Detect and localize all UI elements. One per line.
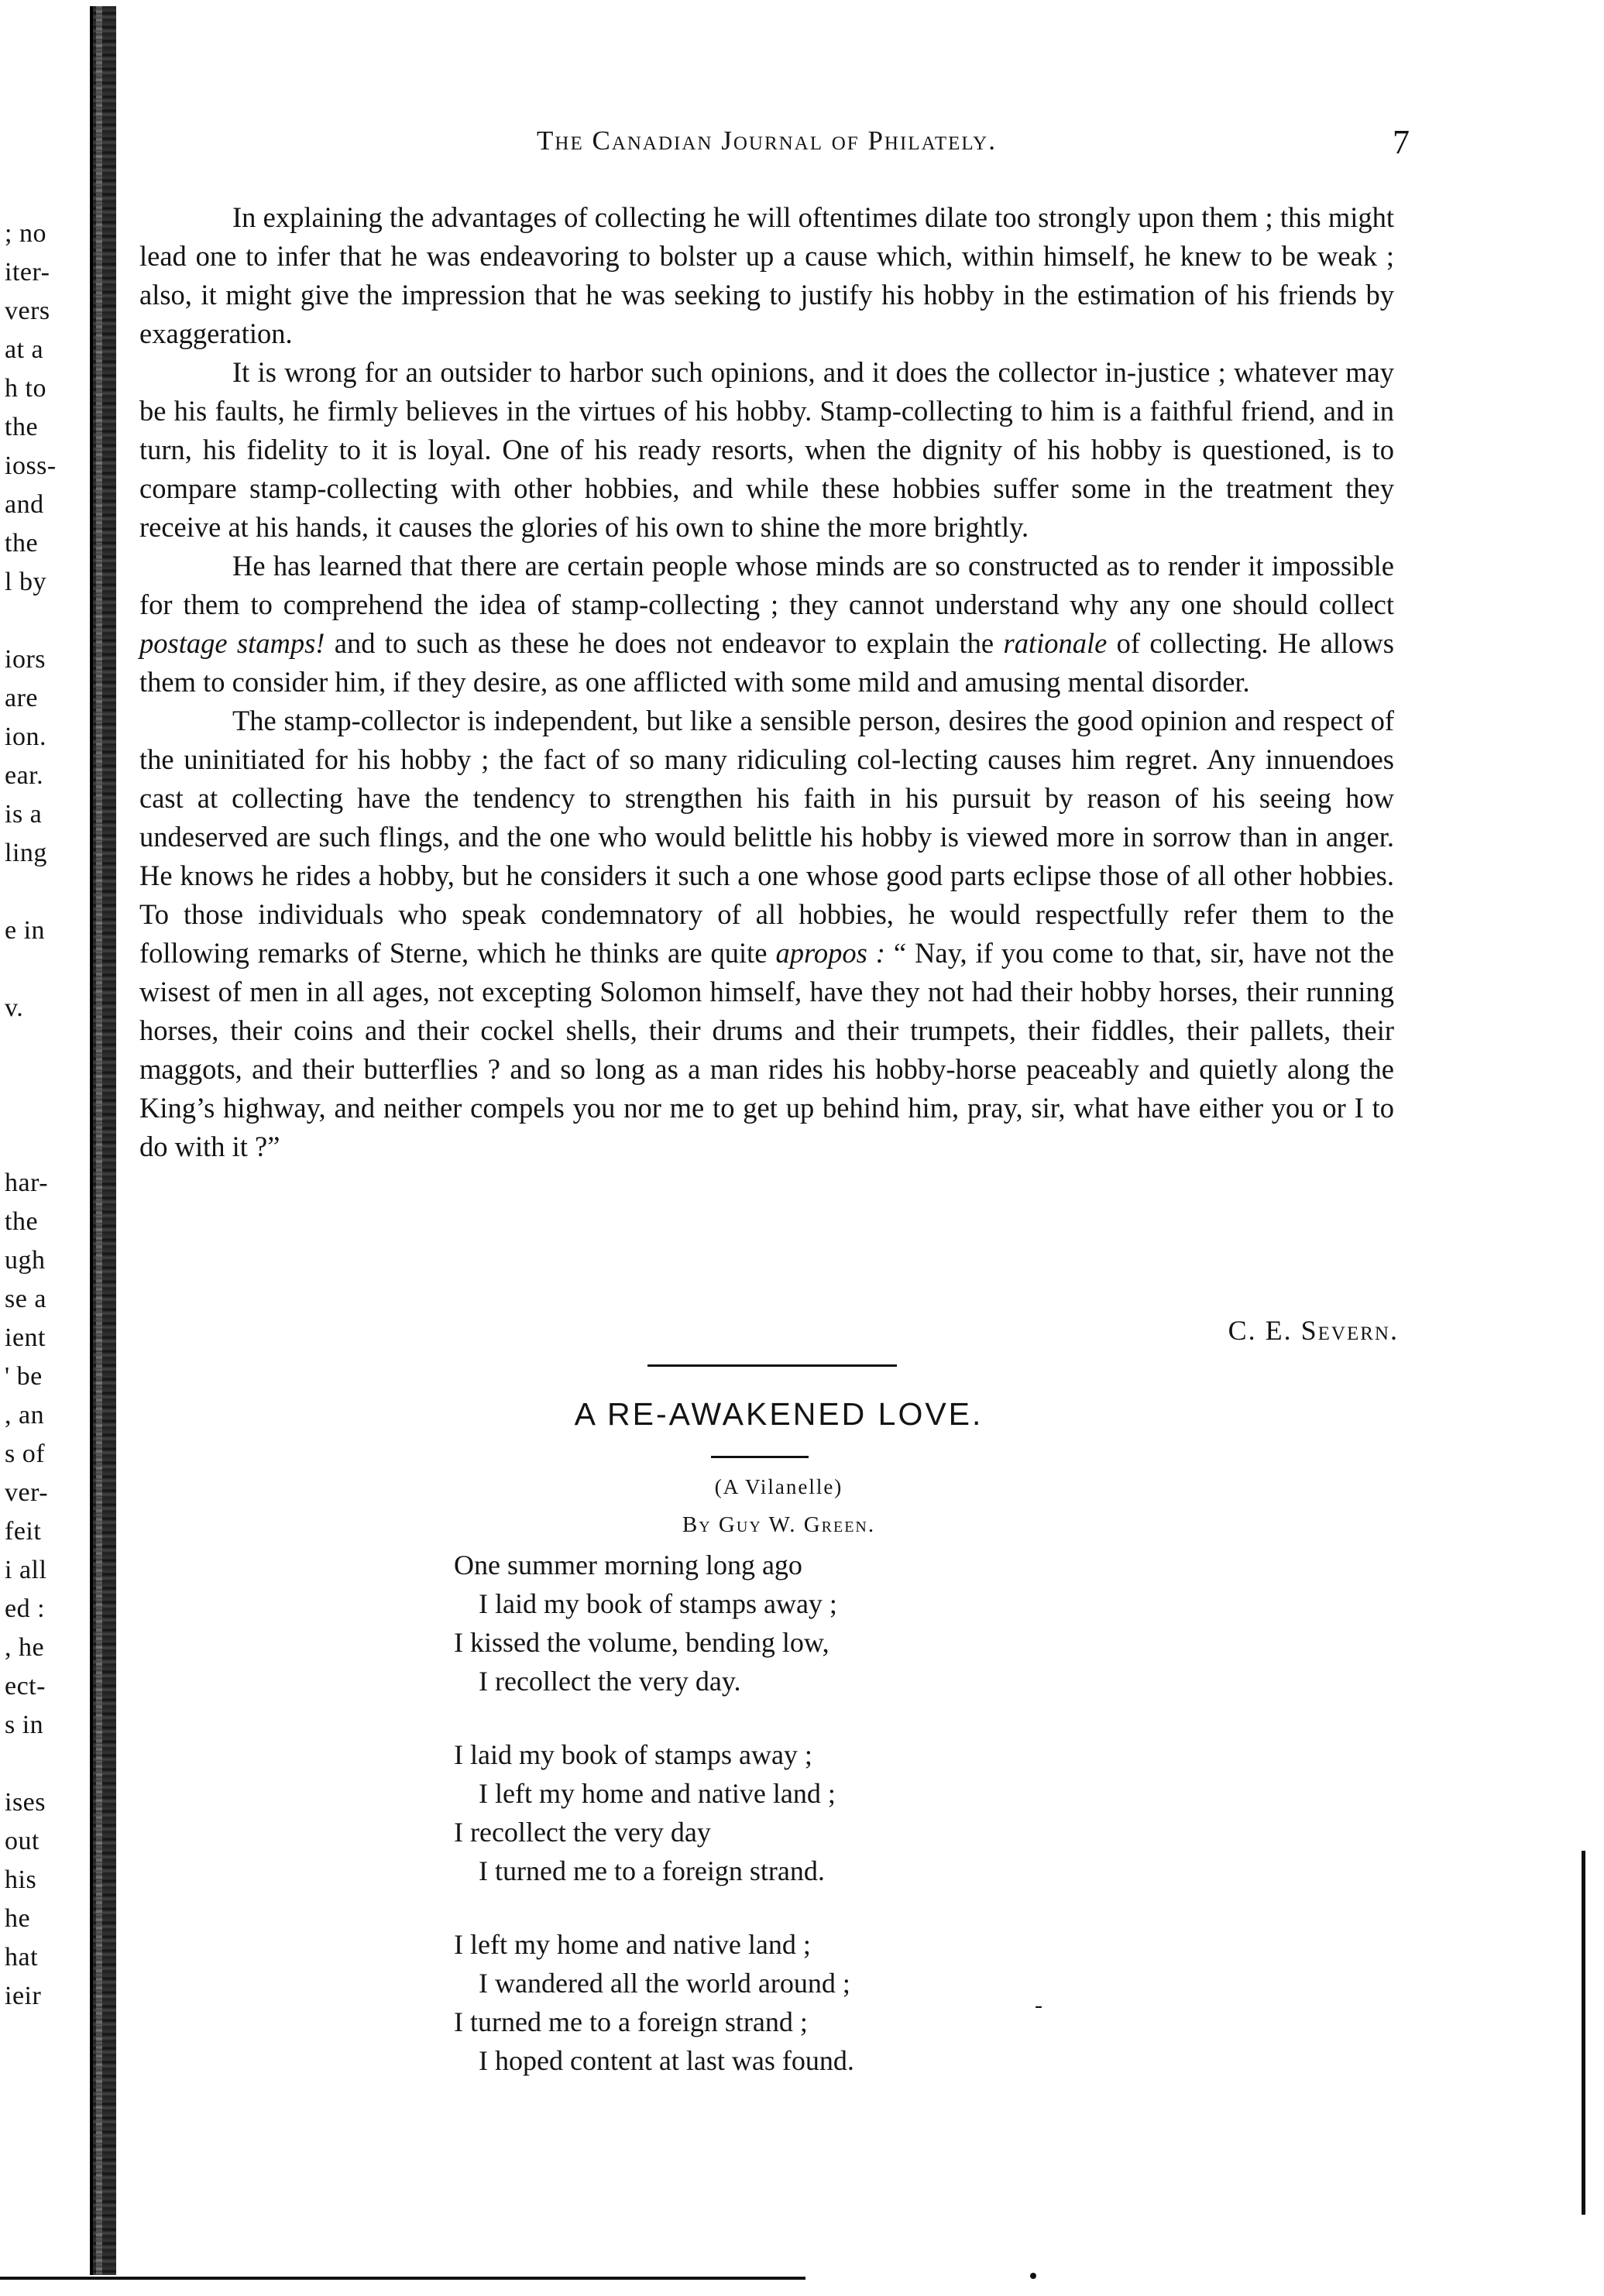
margin-fragment: the (5, 413, 39, 441)
margin-fragment: his (5, 1865, 37, 1894)
margin-fragment: ed : (5, 1594, 46, 1623)
poem-line: I recollect the very day. (479, 1666, 741, 1697)
essay-body (139, 198, 1394, 1166)
margin-fragment: h to (5, 374, 46, 403)
poem-line: I left my home and native land ; (479, 1778, 836, 1809)
ink-speck (1030, 2273, 1036, 2279)
margin-fragment: ect- (5, 1672, 46, 1701)
margin-fragment: ling (5, 839, 47, 867)
margin-fragment: vers (5, 297, 50, 325)
essay-paragraph (139, 702, 1394, 1166)
essay-text: He has learned that there are certain people whose minds are so constructed as to render it impossible for them to comprehend the idea of stamp-collecting ; they cannot understand why any one should collect (139, 550, 1394, 620)
margin-fragment: ieir (5, 1982, 42, 2010)
essay-emphasis: apropos : (775, 937, 885, 969)
margin-fragment: the (5, 529, 39, 558)
poem-body (454, 1546, 1073, 2115)
margin-fragment: ises (5, 1788, 46, 1817)
margin-fragment: ver- (5, 1478, 49, 1507)
poem-title: A RE-AWAKENED LOVE. (574, 1396, 984, 1432)
margin-fragment: e in (5, 916, 46, 945)
title-underline (711, 1456, 809, 1458)
margin-fragment: , he (5, 1633, 45, 1662)
margin-fragment: ; no (5, 219, 46, 248)
margin-fragment: i all (5, 1556, 47, 1584)
poem-line: One summer morning long ago (454, 1550, 802, 1580)
margin-fragment: s in (5, 1711, 44, 1739)
poem-line: I laid my book of stamps away ; (479, 1588, 837, 1619)
poem-line: I kissed the volume, bending low, (454, 1627, 829, 1658)
essay-emphasis: rationale (1003, 627, 1108, 659)
poem-stanza (454, 1735, 1073, 1890)
poem-line: I wandered all the world around ; (479, 1968, 850, 1999)
margin-fragment: is a (5, 800, 43, 829)
margin-fragment: ion. (5, 722, 46, 751)
poem-line: I recollect the very day (454, 1817, 711, 1848)
essay-emphasis: postage stamps! (139, 627, 325, 659)
margin-fragment: s of (5, 1440, 46, 1468)
page-bottom-edge (0, 2277, 805, 2280)
book-spine-texture (96, 6, 102, 2275)
poem-stanza (454, 1925, 1073, 2080)
poem-line: I laid my book of stamps away ; (454, 1739, 812, 1770)
facing-page-margin-fragments (0, 0, 87, 2296)
margin-fragment: ugh (5, 1246, 46, 1275)
margin-fragment: ient (5, 1323, 46, 1352)
margin-fragment: ear. (5, 761, 44, 790)
section-divider (647, 1364, 897, 1367)
poem-line: I hoped content at last was found. (479, 2045, 854, 2076)
running-title: The Canadian Journal of Philately. (537, 125, 997, 156)
margin-fragment: har- (5, 1169, 49, 1197)
margin-fragment: , an (5, 1401, 45, 1429)
margin-fragment: iter- (5, 258, 50, 287)
book-spine-shadow (90, 6, 116, 2275)
essay-paragraph: In explaining the advantages of collecting he will oftentimes dilate too strongly upon them ; this might lead one to infer that he was endeavoring to bolster up a cause which, within himself, he knew to be weak ; also, it might give the impression that he was seeking to justify his hobby in the estimation of his friends by exaggeration. (139, 201, 1394, 349)
margin-fragment: iors (5, 645, 46, 674)
essay-text: The stamp-collector is independent, but like a sensible person, desires the good opinion and respect of the uninitiated for his hobby ; the fact of so many ridiculing col-lecting causes him regret. Any innuendoes cast at collecting have the tendency to strengthen his faith in his pursuit by reason of his seeing how undeserved are such flings, and the one who would belittle his hobby is viewed more in sorrow than in anger. He knows he rides a hobby, but he considers it such a one whose good parts eclipse those of all other hobbies. To those individuals who speak condemnatory of all hobbies, he would respectfully refer them to the following remarks of Sterne, which he thinks are quite (139, 705, 1394, 969)
margin-fragment: he (5, 1904, 31, 1933)
printer-mark: - (1035, 1992, 1042, 2018)
margin-fragment: ' be (5, 1362, 43, 1391)
page-edge-mark (1582, 1851, 1585, 2215)
margin-fragment: are (5, 684, 39, 712)
poem-byline: By Guy W. Green. (682, 1512, 876, 1537)
poem-stanza (454, 1546, 1073, 1701)
essay-paragraph: It is wrong for an outsider to harbor such opinions, and it does the collector in-justice ; whatever may be his faults, he firmly believes in the virtues of his hobby. Stamp-collecting to him is a faithful friend, and in turn, his fidelity to it is loyal. One of his ready resorts, when the dignity of his hobby is questioned, is to compare stamp-collecting with other hobbies, and while these hobbies suffer some in the treatment they receive at his hands, it causes the glories of his own to shine the more brightly. (139, 356, 1394, 543)
essay-quote: “ Nay, if you come to that, sir, have not the wisest of men in all ages, not excepting Solomon himself, have they not had their hobby horses, their running horses, their coins and their cockel shells, their drums and their trumpets, their fiddles, their pallets, their maggots, and their butterflies ? and so long as a man rides his hobby-horse peaceably and quietly along the King’s highway, and neither compels you nor me to get up behind him, pray, sir, what have either you or I to do with it ?” (139, 937, 1395, 1162)
poem-line: I turned me to a foreign strand ; (454, 2006, 808, 2037)
margin-fragment: se a (5, 1285, 46, 1313)
margin-fragment: at a (5, 335, 44, 364)
margin-fragment: and (5, 490, 44, 519)
page-header (139, 123, 1410, 172)
essay-text: and to such as these he does not endeavor to explain the (334, 627, 994, 659)
page-number: 7 (1393, 123, 1410, 161)
poem-line: I left my home and native land ; (454, 1929, 811, 1960)
margin-fragment: v. (5, 994, 24, 1022)
essay-text: of collecting. He allows them to consider him, if they desire, as one afflicted with some mild and amusing mental disorder. (139, 627, 1394, 698)
margin-fragment: feit (5, 1517, 42, 1546)
margin-fragment: l by (5, 568, 46, 596)
essay-paragraph (139, 547, 1394, 702)
margin-fragment: out (5, 1827, 39, 1855)
poem-form: (A Vilanelle) (714, 1475, 843, 1498)
margin-fragment: hat (5, 1943, 39, 1972)
author-signature: C. E. Severn. (1228, 1315, 1399, 1346)
poem-line: I turned me to a foreign strand. (479, 1855, 825, 1886)
margin-fragment: ioss- (5, 451, 57, 480)
margin-fragment: the (5, 1207, 39, 1236)
